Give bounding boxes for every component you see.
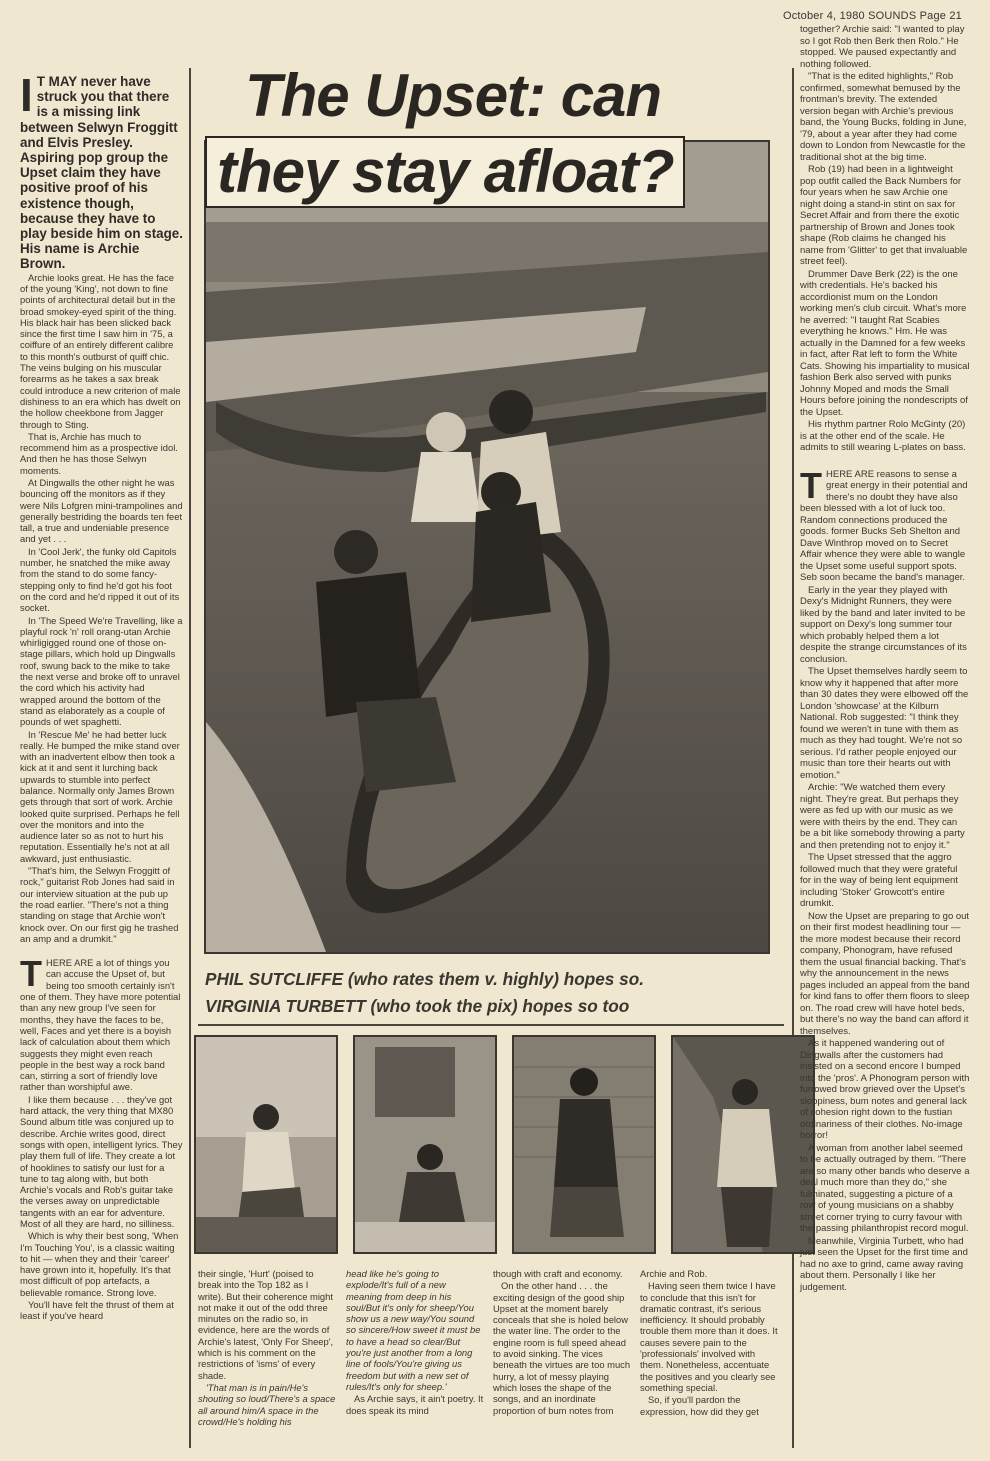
masthead: October 4, 1980 SOUNDS Page 21 — [782, 10, 962, 22]
body-paragraph: On the other hand . . . the exciting design of the good ship Upset at the moment barely conceals that she is holed below the water line. The order to the engine room is full speed ahead to avoid sinking. The vices beneath the virtues are too much hurry, a lot of messy playing which loses the shape of the songs, and an inordinate proportion of bum notes from — [493, 1280, 631, 1416]
body-paragraph: Rob (19) had been in a lightweight pop outfit called the Back Numbers for four years when he saw Archie one night doing a stand-in stint on sax for Secret Affair and from there the exotic partnership of Brown and Jones took shape (Rob claims he changed his name from 'Glitter' to get that invaluable street feel). — [800, 164, 968, 267]
bottom-column-3 — [346, 1268, 484, 1417]
portrait-photo-3 — [512, 1035, 656, 1254]
main-photo-canal-boat — [204, 140, 770, 954]
section-rule — [198, 1024, 784, 1026]
body-paragraph: Having seen them twice I have to conclude that this isn't for dramatic contrast, it's serious inefficiency. It should probably trouble them more than it does. It causes severe pain to the 'professionals' involved with them. Nonetheless, accentuate the positives and you clearly see something special. — [640, 1280, 778, 1393]
portrait-photo-4 — [671, 1035, 815, 1254]
body-paragraph: Meanwhile, Virginia Turbett, who had just seen the Upset for the first time and had no axe to grind, came away raving about them. Personally I like her judgement. — [800, 1235, 968, 1293]
body-paragraph: In 'The Speed We're Travelling, like a playful rock 'n' roll orang-utan Archie whirligigged round one of those on-stage pillars, which hold up Dingwalls roof, swung back to the mike to take the next verse and broke off to unravel the cord which his activity had wrapped around the bottom of the stand as elaborately as a couple of pounds of wet spaghetti. — [20, 614, 183, 728]
body-paragraph: His rhythm partner Rolo McGinty (20) is at the other end of the scale. He admits to still wearing L-plates on bass. — [800, 419, 966, 453]
drop-cap: I — [20, 69, 33, 121]
body-paragraph: THERE ARE a lot of things you can accuse the Upset of, but being too smooth certainly isn't one of them. They have more potential than any new group I've seen for months, they have the faces to be, well, Faces and yet there is a boyish lack of calculation about them which suggests they might even reach people in the best way a rock band can, stirring a sort of friendly love rather than worshipful awe. — [20, 953, 181, 1093]
headline-line-2: they stay afloat? — [205, 136, 685, 208]
left-column — [20, 69, 183, 1323]
body-paragraph: Archie: "We watched them every night. They're great. But perhaps they were as fed up with our music as we were with theirs by the end. They can be a bit like somebody throwing a party and then pretending not to enjoy it." — [800, 782, 965, 851]
body-paragraph: In 'Rescue Me' he had better luck really. He bumped the mike stand over with an inadvertent elbow then took a kick at it and sent it lurching back upwards to stumble into perfect balance. Normally only James Brown gets through that sort of work. Archie looked quite surprised. Perhaps he fell over the monitors and into the audience later so as not to hurt his reputation. Essentially he's not at all awkward, just enthusiastic. — [20, 728, 180, 864]
body-paragraph: As Archie says, it ain't poetry. It does speak its mind — [346, 1393, 484, 1416]
body-paragraph: A woman from another label seemed to be actually outraged by them. "There are so many other bands who deserve a deal much more than they do," she fulminated, suggesting a picture of a row of young musicians on a shabby street corner trying to curry favour with the passing philanthropist record mogul. — [800, 1142, 970, 1234]
body-paragraph: Which is why their best song, 'When I'm Touching You', is a classic waiting to hit — when they and their 'career' have grown into it, hopefully. It's that most difficult of pop artefacts, a believable romance. Strong love. — [20, 1230, 179, 1298]
byline — [205, 966, 775, 1020]
drop-cap: T — [800, 464, 822, 506]
column-rule — [189, 68, 191, 1448]
body-paragraph: "That's him, the Selwyn Froggitt of rock," guitarist Rob Jones had said in our interview situation at the pub up the road earlier. "There's not a thing standing on stage that Archie won't knock over. On our first gig he trashed an amp and a drumkit." — [20, 865, 179, 944]
drop-cap: T — [20, 953, 42, 995]
body-paragraph: In 'Cool Jerk', the funky old Capitols number, he snatched the mike away from the stand to do some fancy-stepping only to find he'd got his foot on the cord and he'd ripped it out of its socket. — [20, 545, 180, 614]
body-paragraph: their single, 'Hurt' (poised to break into the Top 182 as I write). But their coherence might not make it out of the odd three minutes on the radio so, in evidence, here are the words of Archie's latest, 'Only For Sheep', which is his comment on the restrictions of 'isms' of every shade. — [198, 1268, 334, 1381]
right-column — [800, 24, 970, 1294]
bottom-column-4 — [493, 1268, 631, 1417]
bottom-column-5 — [640, 1268, 780, 1418]
headline-line-1: The Upset: can — [245, 62, 662, 129]
body-paragraph: Now the Upset are preparing to go out on their first modest headlining tour — the more modest because their record company, Phonogram, have refused them the usual financial backing. That's why the announcement in the news pages included an appeal from the band for kind fans to offer them floors to sleep on. The road crew will have hotel beds, but there's no way the band can afford it themselves. — [800, 910, 970, 1037]
body-paragraph: At Dingwalls the other night he was bouncing off the monitors as if they were Nils Lofgren mini-trampolines and generally bestriding the boards ten feet tall, a true and undeniable presence and yet . . . — [20, 476, 183, 545]
body-paragraph: THERE ARE reasons to sense a great energy in their potential and there's no doubt they have also been blessed with a lot of luck too. Random connections produced the goods. former Bucks Seb Shelton and Dave Winthrop moved on to Secret Affair whence they were able to wangle the Upset some useful support spots. Seb soon became the band's manager. — [800, 464, 968, 583]
body-paragraph: Archie and Rob. — [640, 1268, 708, 1279]
body-paragraph: Drummer Dave Berk (22) is the one with credentials. He's backed his accordionist mum on the London working men's club circuit. What's more he averred: "I taught Rat Scabies everything he knows." Hm. He was actually in the Damned for a few weeks in fact, after Rat left to form the White Cats. Showing his impartiality to musical fashion Berk also served with punks Johnny Moped and mods the Small Hours before joining the nondescripts of the Upset. — [800, 268, 970, 418]
byline-photographer: VIRGINIA TURBETT (who took the pix) hopes so too — [205, 996, 630, 1016]
body-paragraph: The Upset stressed that the aggro followed much that they were grateful for in the way of being lent equipment including 'Stoker' Growcott's entire drumkit. — [800, 852, 958, 909]
byline-writer: PHIL SUTCLIFFE (who rates them v. highly) hopes so. — [205, 969, 644, 989]
body-paragraph: As it happened wandering out of Dingwalls after the customers had insisted on a second encore I bumped into the 'pros'. A Phonogram person with furrowed brow grieved over the Upset's sloppiness, bum notes and general lack of cohesion right down to the fustian ordinariness of their clothes. No-image horror! — [800, 1038, 970, 1141]
body-paragraph: The Upset themselves hardly seem to know why it happened that after more than 30 dates they were elbowed off the London 'showcase' at the Kilburn National. Rob suggested: "I think they found we weren't in tune with them as much as they had tought. We're not so serious. I'd rather people enjoyed our music than tore their hearts out with emotion." — [800, 666, 969, 781]
bottom-column-2 — [198, 1268, 336, 1428]
headline — [205, 62, 765, 205]
lyrics: 'That man is in pain/He's shouting so loud/There's a space all around him/A space in the crowd/He's holding his — [198, 1381, 336, 1427]
portrait-photo-2 — [353, 1035, 497, 1254]
body-paragraph: That is, Archie has much to recommend him as a prospective idol. And then he has those Selwyn moments. — [20, 430, 178, 476]
boat-photo-illustration — [206, 142, 768, 952]
body-paragraph: I like them because . . . they've got hard attack, the very thing that MX80 Sound album title was conjured up to describe. Archie writes good, direct songs with open, intelligent lyrics. They play them full of life. They create a lot of hooklines to satisfy our lust for a tune to tag along with, but both Archie's vocals and Rob's guitar take the verses away on unpredictable tangents with an ear for adventure. Most of all they are hard, no silliness. — [20, 1093, 183, 1229]
body-paragraph: Archie looks great. He has the face of the young 'King', not down to fine points of architectural detail but in the broad smokey-eyed spirit of the thing. His black hair has been slicked back since the first time I saw him in '75, a coiffure of an entirely different calibre to this month's outburst of quiff chic. The veins bulging on his muscular forearms as he takes a sax break could introduce a new criterion of male dishiness to an era which has dwelt on the hollow cheekbone from Jagger through to Sting. — [20, 271, 181, 430]
body-paragraph: though with craft and economy. — [493, 1268, 623, 1279]
body-paragraph: You'll have felt the thrust of them at least if you've heard — [20, 1299, 174, 1322]
body-paragraph: Early in the year they played with Dexy's Midnight Runners, they were liked by the band and later invited to be support on Dexy's long summer tour which probably helped them a lot despite the strange circumstances of its conclusion. — [800, 584, 967, 665]
intro-paragraph: I T MAY never have struck you that there is a missing link between Selwyn Froggitt and Elvis Presley. Aspiring pop group the Upset claim they have positive proof of his existence though, because they have to play beside him on stage. His name is Archie Brown. — [20, 69, 183, 272]
body-paragraph: So, if you'll pardon the expression, how did they get — [640, 1394, 759, 1417]
portrait-photo-1 — [194, 1035, 338, 1254]
lyrics: head like he's going to explode/It's full of a new meaning from deep in his soul/But it's only for sheep/You show us a new way/You sound so sincere/How sweet it must be to have a head so clear/But you're just another from a long line of fools/You're giving us freedom but with a new set of rules/It's only for sheep.' — [346, 1268, 481, 1392]
body-paragraph: "That is the edited highlights," Rob confirmed, somewhat bemused by the frontman's brevity. The extended version began with Archie's previous band, the Young Bucks, folding in June, '79, about a year after they had come down to London from Newcastle for the traditional shot at the big time. — [800, 71, 967, 163]
body-paragraph: together? Archie said: "I wanted to play so I got Rob then Berk then Rolo." He stopped. We paused expectantly and nothing followed. — [800, 24, 965, 70]
